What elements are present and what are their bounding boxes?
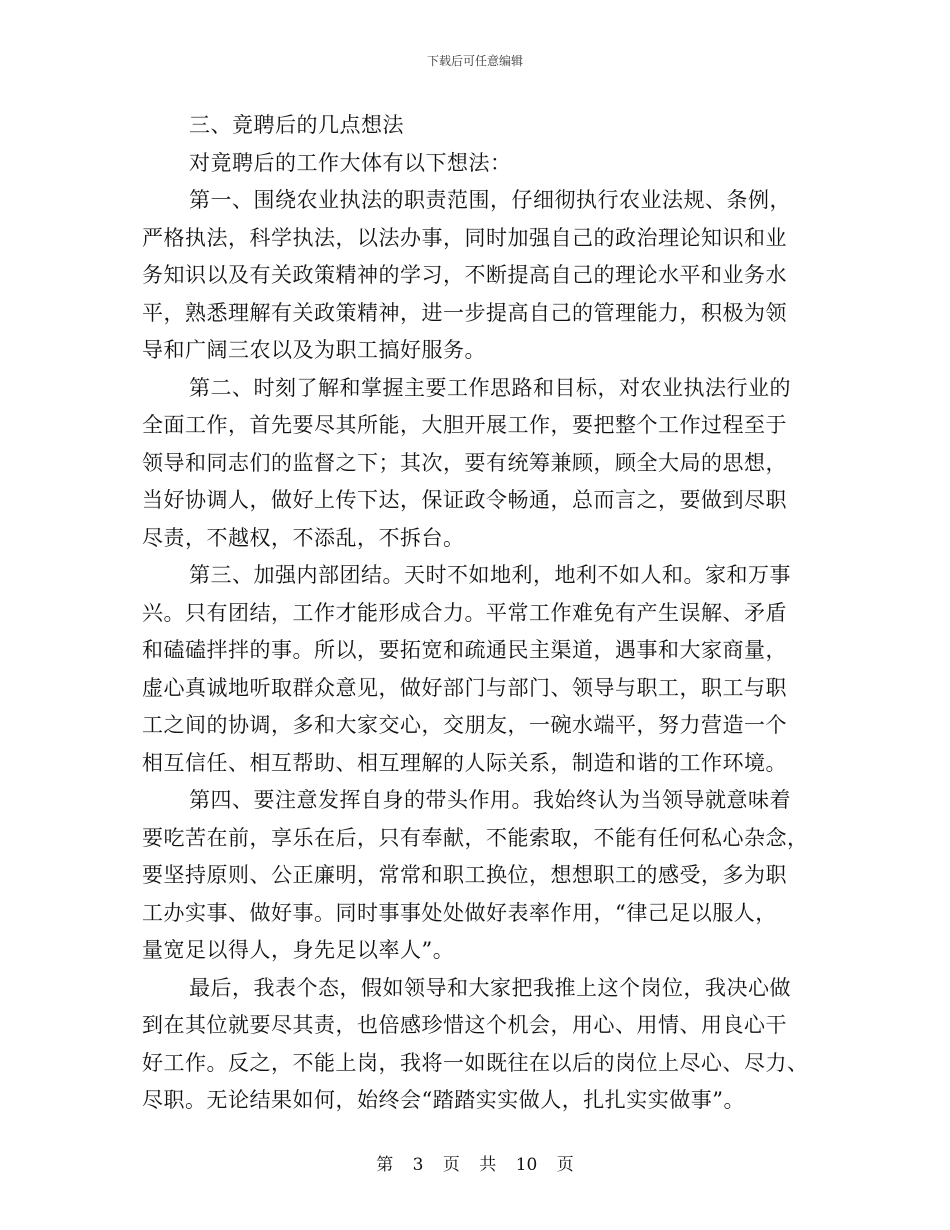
section-heading: 三、竟聘后的几点想法 bbox=[189, 113, 404, 137]
paragraph-line: 要坚持原则、公正廉明，常常和职工换位，想想职工的感受，多为职 bbox=[142, 863, 787, 887]
total-pages: 10 bbox=[515, 1155, 538, 1175]
paragraph-line: 领导和同志们的监督之下；其次，要有统筹兼顾，顾全大局的思想， bbox=[142, 450, 787, 475]
page-number: 3 bbox=[412, 1155, 424, 1175]
paragraph-line: 兴。只有团结，工作才能形成合力。平常工作难免有产生误解、矛盾 bbox=[142, 600, 787, 625]
paragraph-line: 工之间的协调，多和大家交心，交朋友，一碗水端平，努力营造一个 bbox=[142, 713, 787, 737]
paragraph-line: 平，熟悉理解有关政策精神，进一步提高自己的管理能力，积极为领 bbox=[142, 300, 787, 325]
paragraph-line: 尽责，不越权，不添乱，不拆台。 bbox=[142, 525, 465, 550]
paragraph-line: 第三、加强内部团结。天时不如地利，地利不如人和。家和万事 bbox=[189, 563, 791, 587]
total-unit: 页 bbox=[556, 1155, 574, 1175]
paragraph-line: 工办实事、做好事。同时事事处处做好表率作用，“律己足以服人， bbox=[142, 900, 777, 925]
paragraph-line: 严格执法，科学执法，以法办事，同时加强自己的政治理论知识和业 bbox=[142, 225, 787, 250]
paragraph-line: 要吃苦在前，享乐在后，只有奉献，不能索取，不能有任何私心杂念， bbox=[142, 825, 809, 850]
total-word: 共 bbox=[479, 1155, 497, 1175]
paragraph-line: 第一、围绕农业执法的职责范围，仔细彻执行农业法规、条例， bbox=[189, 188, 791, 212]
page-unit: 页 bbox=[442, 1155, 460, 1175]
paragraph-line: 第二、时刻了解和掌握主要工作思路和目标，对农业执法行业的 bbox=[189, 375, 791, 400]
paragraph-line: 虚心真诚地听取群众意见，做好部门与部门、领导与职工，职工与职 bbox=[142, 675, 787, 700]
paragraph-line: 全面工作，首先要尽其所能，大胆开展工作，要把整个工作过程至于 bbox=[142, 413, 787, 437]
paragraph-line: 和磕磕拌拌的事。所以，要拓宽和疏通民主渠道，遇事和大家商量， bbox=[142, 638, 787, 662]
paragraph-line: 量宽足以得人，身先足以率人”。 bbox=[142, 938, 455, 962]
paragraph-line: 到在其位就要尽其责，也倍感珍惜这个机会，用心、用情、用良心干 bbox=[142, 1013, 787, 1037]
document-body bbox=[142, 107, 812, 1120]
page-word: 第 bbox=[376, 1155, 394, 1175]
paragraph-line: 第四、要注意发挥自身的带头作用。我始终认为当领导就意味着 bbox=[189, 788, 791, 812]
page-footer bbox=[0, 1150, 950, 1175]
paragraph-line: 最后，我表个态，假如领导和大家把我推上这个岗位，我决心做 bbox=[189, 975, 791, 1000]
paragraph-line: 相互信任、相互帮助、相互理解的人际关系，制造和谐的工作环境。 bbox=[142, 750, 787, 775]
paragraph-line: 好工作。反之，不能上岗，我将一如既往在以后的岗位上尽心、尽力、 bbox=[142, 1050, 809, 1075]
paragraph-line: 对竟聘后的工作大体有以下想法： bbox=[189, 150, 512, 175]
paragraph-line: 务知识以及有关政策精神的学习，不断提高自己的理论水平和业务水 bbox=[142, 263, 787, 287]
paragraph-line: 当好协调人，做好上传下达，保证政令畅通，总而言之，要做到尽职 bbox=[142, 488, 787, 512]
paragraph-line: 尽职。无论结果如何，始终会“踏踏实实做人，扎扎实实做事”。 bbox=[142, 1088, 745, 1112]
paragraph-line: 导和广阔三农以及为职工搞好服务。 bbox=[142, 338, 486, 362]
page-header: 下载后可任意编辑 bbox=[426, 54, 523, 68]
